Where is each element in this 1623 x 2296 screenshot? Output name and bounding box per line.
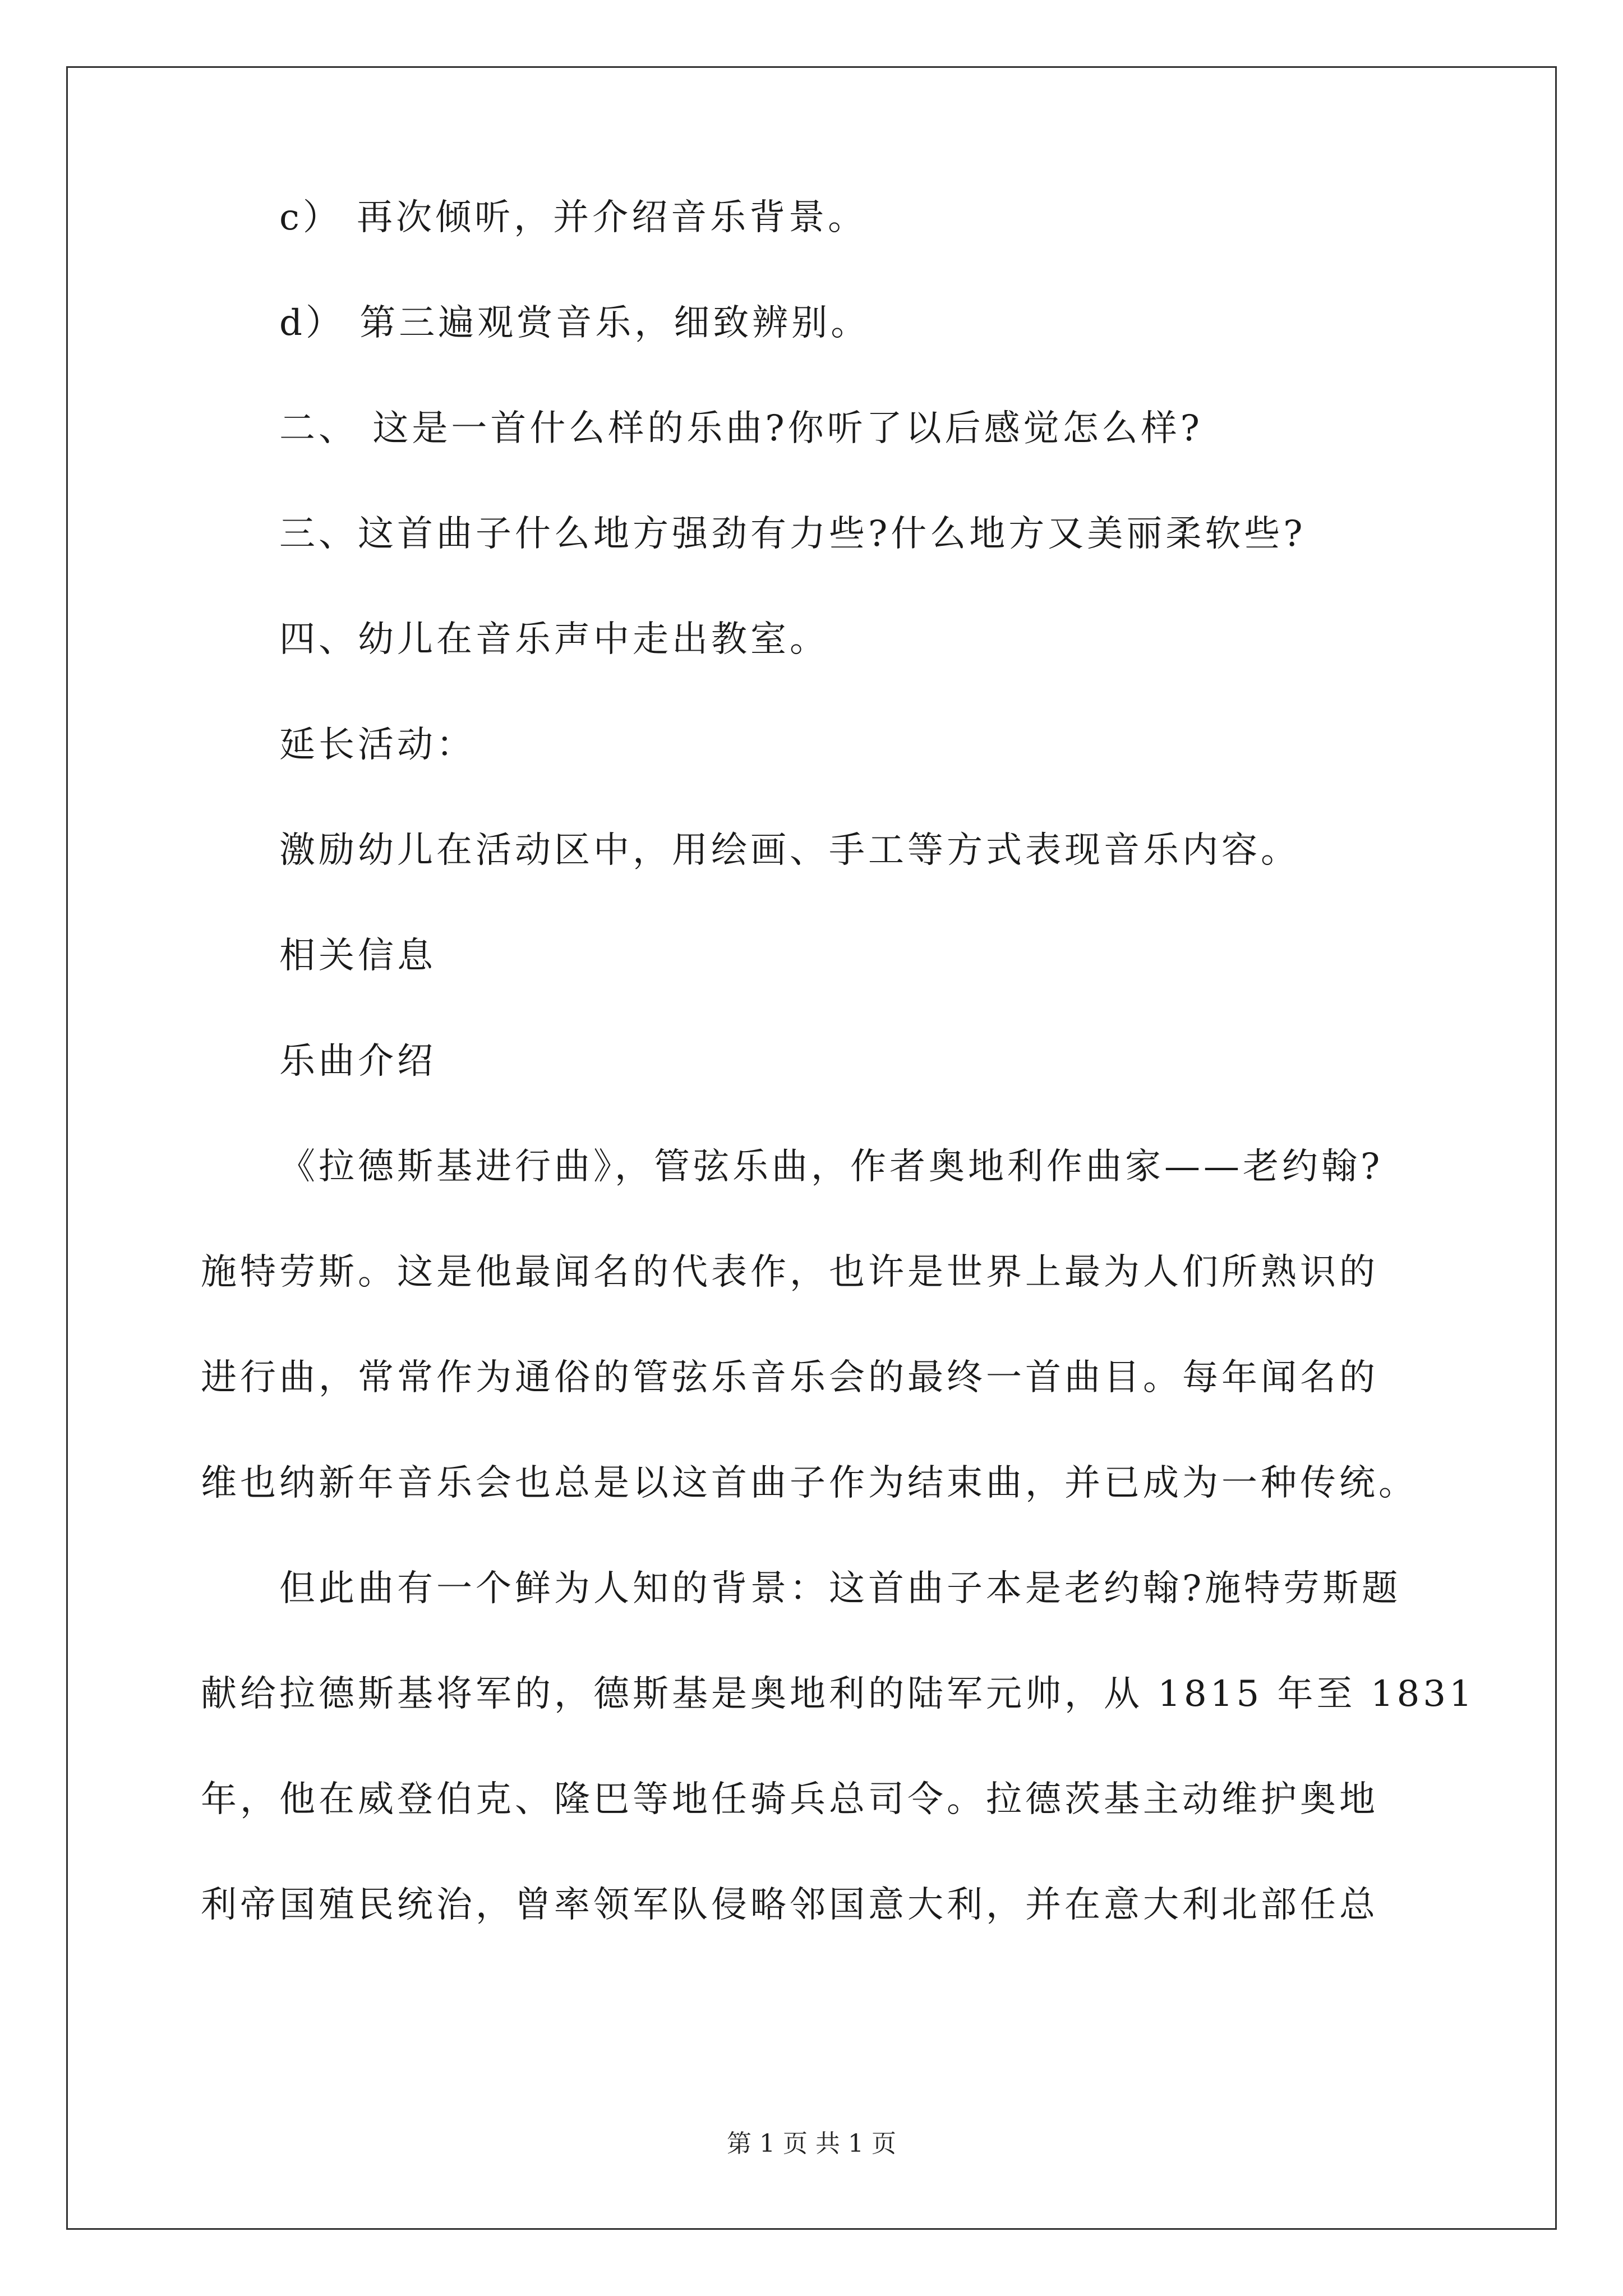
text-line: 三、这首曲子什么地方强劲有力些?什么地方又美丽柔软些? (279, 513, 1306, 555)
text-line: d） 第三遍观赏音乐，细致辨别。 (279, 302, 870, 344)
text-line: 但此曲有一个鲜为人知的背景：这首曲子本是老约翰?施特劳斯题 (279, 1568, 1401, 1609)
text-line: 年，他在威登伯克、隆巴等地任骑兵总司令。拉德茨基主动维护奥地 (201, 1779, 1378, 1820)
text-line: 激励幼儿在活动区中，用绘画、手工等方式表现音乐内容。 (279, 830, 1300, 871)
section-heading: 延长活动： (279, 724, 476, 766)
text-line: 维也纳新年音乐会也总是以这首曲子作为结束曲，并已成为一种传统。 (201, 1462, 1418, 1504)
section-heading: 相关信息 (279, 935, 436, 977)
text-line: c） 再次倾听，并介绍音乐背景。 (279, 197, 868, 238)
section-heading: 乐曲介绍 (279, 1041, 436, 1082)
text-line: 献给拉德斯基将军的，德斯基是奥地利的陆军元帅，从 1815 年至 1831 (201, 1673, 1476, 1715)
text-line: 进行曲，常常作为通俗的管弦乐音乐会的最终一首曲目。每年闻名的 (201, 1357, 1378, 1398)
text-line: 二、 这是一首什么样的乐曲?你听了以后感觉怎么样? (279, 408, 1203, 449)
text-line: 四、幼儿在音乐声中走出教室。 (279, 619, 829, 660)
text-line: 《拉德斯基进行曲》，管弦乐曲，作者奥地利作曲家——老约翰? (279, 1146, 1384, 1188)
text-line: 施特劳斯。这是他最闻名的代表作，也许是世界上最为人们所熟识的 (201, 1251, 1378, 1293)
text-line: 利帝国殖民统治，曾率领军队侵略邻国意大利，并在意大利北部任总 (201, 1884, 1378, 1926)
page-footer: 第 1 页 共 1 页 (727, 2129, 896, 2158)
